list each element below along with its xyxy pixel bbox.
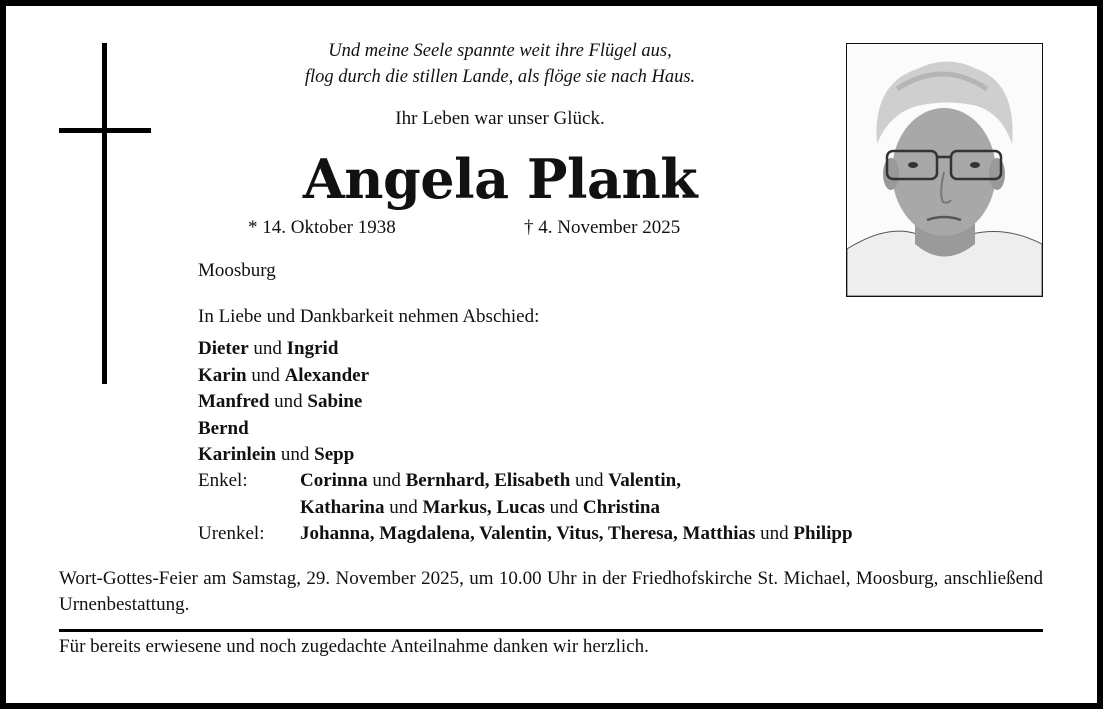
grandchildren-line-2 xyxy=(198,495,853,522)
death-date: † 4. November 2025 xyxy=(524,217,681,238)
portrait-image xyxy=(847,44,1042,296)
deceased-name: Angela Plank xyxy=(302,147,698,211)
mourner-name: Manfred xyxy=(198,391,270,412)
verse-line-2: flog durch die stillen Lande, als flöge sie nach Haus. xyxy=(304,67,696,87)
conjunction: und xyxy=(389,496,418,518)
grandchild-name: Christina xyxy=(582,496,660,518)
mourner-name: Karin xyxy=(198,364,247,386)
grandchildren-label: Enkel: xyxy=(198,470,248,491)
cross-icon-vertical xyxy=(102,43,107,384)
mourner-row xyxy=(198,416,369,443)
grandchild-name: Bernhard, Elisabeth xyxy=(405,470,571,491)
conjunction: und xyxy=(251,364,280,386)
grandchild-name: Markus, Lucas xyxy=(422,496,545,518)
mourner-row xyxy=(198,389,369,416)
place: Moosburg xyxy=(198,260,276,281)
mourner-name: Dieter xyxy=(198,338,249,359)
conjunction: und xyxy=(253,338,282,359)
conjunction: und xyxy=(575,470,604,491)
great-grandchildren-label: Urenkel: xyxy=(198,523,265,544)
mourner-row xyxy=(198,336,369,363)
mourner-name: Karinlein xyxy=(198,444,277,465)
mourner-row xyxy=(198,442,369,469)
grandchildren-line-1 xyxy=(198,468,853,495)
mourner-name: Sepp xyxy=(314,444,355,465)
mourner-row xyxy=(198,363,369,390)
great-grandchild-name: Philipp xyxy=(793,523,853,544)
mourner-name: Sabine xyxy=(307,391,363,412)
cross-icon-horizontal xyxy=(59,128,151,133)
conjunction: und xyxy=(274,391,303,412)
birth-date: * 14. Oktober 1938 xyxy=(248,217,396,238)
descendants xyxy=(198,468,853,548)
divider xyxy=(59,629,1043,632)
great-grandchildren-line xyxy=(198,521,853,548)
mourner-name: Alexander xyxy=(284,364,369,386)
conjunction: und xyxy=(372,470,401,491)
great-grandchild-names: Johanna, Magdalena, Valentin, Vitus, Theresa, Matthias xyxy=(300,523,756,544)
motto: Ihr Leben war unser Glück. xyxy=(395,108,605,129)
portrait-photo xyxy=(846,43,1043,297)
verse xyxy=(200,38,800,90)
mourners-list xyxy=(198,336,369,469)
verse-line-1: Und meine Seele spannte weit ihre Flügel aus, xyxy=(328,41,672,61)
conjunction: und xyxy=(549,496,579,518)
grandchild-name: Corinna xyxy=(300,470,368,491)
grandchild-name: Katharina xyxy=(300,496,385,518)
grandchild-name: Valentin, xyxy=(608,470,681,491)
mourner-name: Ingrid xyxy=(286,338,339,359)
thanks-note: Für bereits erwiesene und noch zugedachte Anteilnahme danken wir herzlich. xyxy=(59,636,649,657)
service-details: Wort-Gottes-Feier am Samstag, 29. November 2025, um 10.00 Uhr in der Friedhofskirche St. Michael, Moosburg, anschließend Urnenbestattung. xyxy=(59,568,1043,615)
conjunction: und xyxy=(280,444,310,465)
farewell-intro: In Liebe und Dankbarkeit nehmen Abschied: xyxy=(198,306,540,327)
conjunction: und xyxy=(760,523,789,544)
mourner-name: Bernd xyxy=(198,417,249,439)
label-spacer xyxy=(198,495,300,522)
